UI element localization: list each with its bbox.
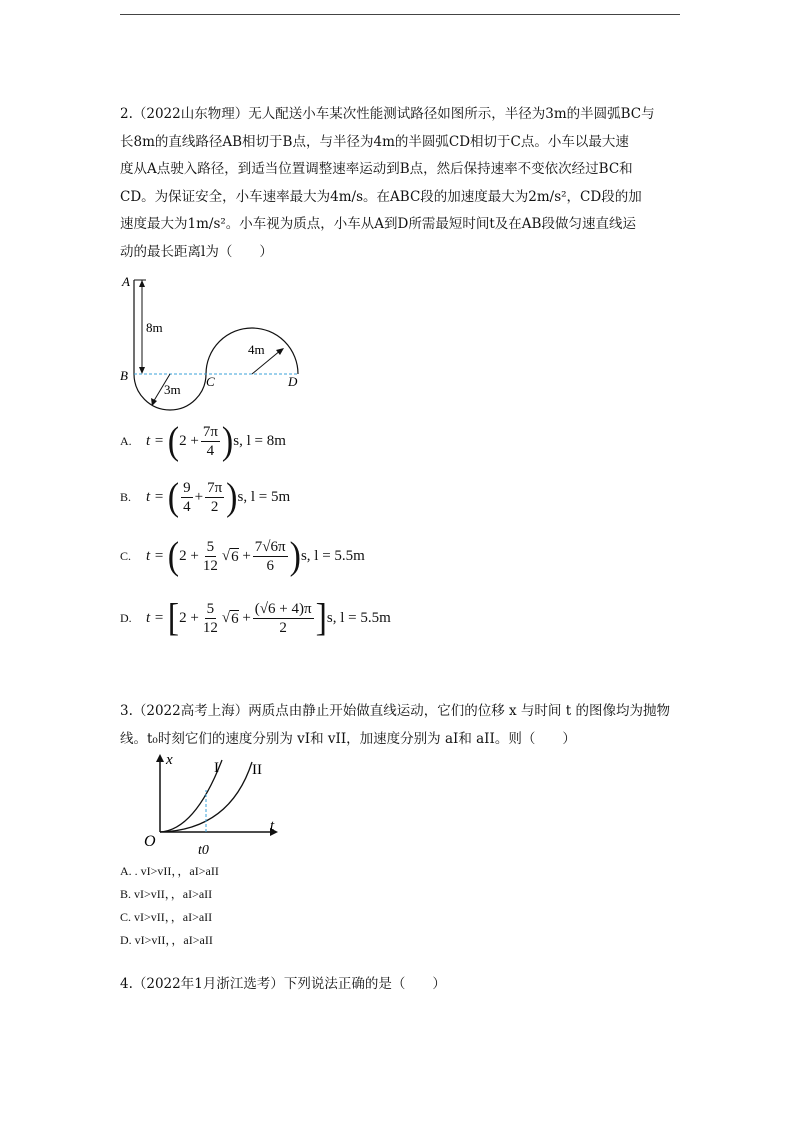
question-2-text <box>120 101 680 266</box>
option-b-frac-2 <box>205 479 224 516</box>
option-a[interactable] <box>120 419 286 463</box>
q2-line-4: CD。为保证安全，小车速率最大为4m/s。在ABC段的加速度最大为2m/s²，CD段的加 <box>120 188 642 205</box>
q3-option-a[interactable]: A. . vI>vII，，aI>aII <box>120 864 219 878</box>
label-a: A <box>122 274 130 289</box>
sqrt-value: 6 <box>231 548 239 565</box>
frac-den: 6 <box>266 558 274 574</box>
frac-num: 5 <box>206 539 215 555</box>
option-a-formula: t = ( 2 + $\frac{7\pi}{4}$ ) s, l = 8m <box>146 419 286 463</box>
option-d-term1: 2 + <box>179 610 199 626</box>
option-c-term1: 2 + <box>179 548 199 564</box>
header-rule <box>120 14 680 15</box>
label-8m: 8m <box>146 320 163 335</box>
q3-option-b[interactable]: B. vI>vII，，aI>aII <box>120 887 213 901</box>
option-d-label: D. <box>120 611 132 625</box>
frac-den: 2 <box>279 620 287 636</box>
option-d-frac-2 <box>253 600 314 637</box>
origin-label: O <box>144 833 156 850</box>
plus-sign: + <box>242 610 251 626</box>
label-3m: 3m <box>164 382 181 397</box>
axis-t-label: t <box>270 818 275 834</box>
option-d-tail: s, l = 5.5m <box>326 610 391 626</box>
axis-x-label: x <box>166 752 173 768</box>
option-d-formula: t = [ 2 + $\frac{5}{12}$ √ 6 + $\frac{(√6 + 4)\pi}{2}$ ] s, l = 5.5m <box>146 596 391 640</box>
option-a-frac <box>201 423 220 460</box>
plus-sign: + <box>194 489 204 505</box>
option-d[interactable] <box>120 596 391 640</box>
q3-option-d[interactable]: D. vI>vII，，aI>aII <box>120 933 213 947</box>
curve-ii-label: II <box>252 762 262 778</box>
q3-option-c[interactable]: C. vI>vII，，aI>aII <box>120 910 213 924</box>
q2-line-5: 速度最大为1m/s²。小车视为质点，小车从A到D所需最短时间t及在AB段做匀速直线运 <box>120 216 636 232</box>
plus-sign: + <box>242 548 251 564</box>
q2-line-6: 动的最长距离l为（ ） <box>120 243 273 260</box>
option-b-frac-1 <box>181 479 193 516</box>
option-a-label: A. <box>120 434 132 448</box>
q4-line-1: 4.（2022年1月浙江选考）下列说法正确的是（ ） <box>120 976 446 992</box>
option-b-tail: s, l = 5m <box>237 489 291 505</box>
question-3-text <box>120 698 680 753</box>
option-d-frac-1 <box>201 600 220 637</box>
option-c-frac-1 <box>201 538 220 575</box>
frac-den: 4 <box>206 443 215 459</box>
frac-den: 12 <box>202 620 218 636</box>
label-b: B <box>120 368 128 383</box>
frac-num: (√6 + 4)π <box>254 601 312 617</box>
q2-line-1: 2.（2022山东物理）无人配送小车某次性能测试路径如图所示，半径为3m的半圆弧BC与 <box>120 106 655 122</box>
q2-line-3: 度从A点驶入路径，到适当位置调整速率运动到B点，然后保持速率不变依次经过BC和 <box>120 161 633 177</box>
label-d: D <box>288 374 298 389</box>
option-b-t: t = <box>146 489 165 505</box>
option-a-tail: s, l = 8m <box>233 433 286 449</box>
option-a-t: t = <box>146 433 165 449</box>
option-b-formula: t = ( $\frac{9}{4}$ + $\frac{7\pi}{2}$ ) s, l = 5m <box>146 475 291 519</box>
frac-den: 12 <box>202 558 218 574</box>
question-4-text <box>120 971 680 999</box>
frac-num: 7√6π <box>254 539 286 555</box>
option-c-t: t = <box>146 548 165 564</box>
q3-xt-graph <box>140 750 290 860</box>
t0-label: t0 <box>198 843 209 858</box>
label-c: C <box>206 374 215 389</box>
label-4m: 4m <box>248 342 265 357</box>
frac-num: 7π <box>207 480 223 496</box>
option-c-frac-2 <box>253 538 288 575</box>
frac-num: 5 <box>206 601 215 617</box>
q3-line-2: 线。t₀时刻它们的速度分别为 vI和 vII，加速度分别为 aI和 aII。则（ ） <box>120 730 576 747</box>
option-a-term1: 2 + <box>179 433 199 449</box>
option-c[interactable] <box>120 534 365 578</box>
frac-den: 2 <box>210 499 219 515</box>
frac-num: 9 <box>183 480 191 496</box>
q2-line-2: 长8m的直线路径AB相切于B点，与半径为4m的半圆弧CD相切于C点。小车以最大速 <box>120 133 629 150</box>
option-b[interactable] <box>120 475 291 519</box>
option-b-label: B. <box>120 490 132 504</box>
frac-den: 4 <box>183 499 191 515</box>
option-c-label: C. <box>120 549 132 563</box>
curve-i-label: I <box>214 760 219 776</box>
sqrt-value: 6 <box>231 610 239 627</box>
option-d-t: t = <box>146 610 165 626</box>
option-c-formula: t = ( 2 + $\frac{5}{12}$ √ 6 + $\frac{7√6\pi}{6}$ ) s, l = 5.5m <box>146 534 365 578</box>
q3-line-1: 3.（2022高考上海）两质点由静止开始做直线运动，它们的位移 x 与时间 t 的图像均为抛物 <box>120 703 670 719</box>
frac-num: 7π <box>202 424 218 440</box>
option-c-tail: s, l = 5.5m <box>300 548 365 564</box>
q2-path-figure <box>118 272 308 412</box>
